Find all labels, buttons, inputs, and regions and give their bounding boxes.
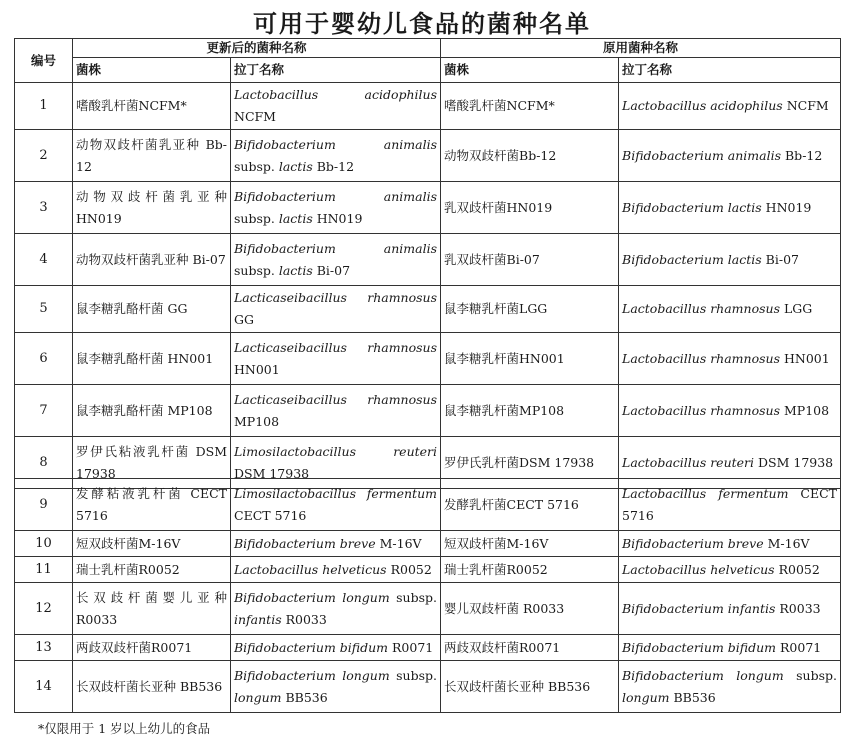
updated-latin-strain-code: Bi-07 (316, 262, 351, 278)
original-latin-strain-code: NCFM (786, 98, 829, 113)
updated-latin-genus-species: Bifidobacterium longum (234, 667, 390, 683)
updated-strain-name: 嗜酸乳杆菌NCFM* (73, 83, 231, 130)
updated-latin-name (231, 83, 441, 130)
original-latin-name (619, 479, 841, 531)
updated-latin-genus-species: Limosilactobacillus fermentum (234, 485, 437, 501)
original-strain-name: 嗜酸乳杆菌NCFM* (441, 83, 619, 130)
row-number: 5 (15, 286, 73, 333)
original-latin-name (619, 83, 841, 130)
original-latin-genus-species: Bifidobacterium infantis (622, 600, 776, 616)
original-strain-name: 鼠李糖乳杆菌MP108 (441, 385, 619, 437)
original-latin-name (619, 583, 841, 635)
original-latin-strain-code: Bi-07 (765, 251, 799, 267)
updated-latin-name (231, 385, 441, 437)
updated-latin-genus-species: Lactobacillus helveticus (234, 561, 387, 577)
original-latin-subspecies: longum (622, 689, 670, 705)
table-row (15, 83, 841, 130)
table-row (15, 182, 841, 234)
updated-strain-name: 动物双歧杆菌乳亚种 HN019 (73, 182, 231, 234)
updated-latin-name (231, 130, 441, 182)
updated-latin-name (231, 557, 441, 583)
original-latin-genus-species: Bifidobacterium lactis (622, 251, 762, 267)
updated-latin-genus-species: Lacticaseibacillus rhamnosus (234, 391, 438, 407)
original-latin-strain-code: R0033 (779, 600, 821, 616)
table-body-1 (15, 83, 841, 489)
original-strain-name: 短双歧杆菌M-16V (441, 531, 619, 557)
original-latin-genus-species: Bifidobacterium breve (622, 535, 764, 551)
header-number: 编号 (15, 39, 73, 83)
original-latin-genus-species: Bifidobacterium bifidum (622, 639, 777, 655)
original-strain-name: 鼠李糖乳杆菌HN001 (441, 333, 619, 385)
updated-latin-strain-code: DSM 17938 (234, 465, 310, 481)
original-latin-genus-species: Lactobacillus rhamnosus (622, 402, 780, 418)
original-strain-name: 鼠李糖乳杆菌LGG (441, 286, 619, 333)
original-latin-name (619, 557, 841, 583)
original-latin-strain-code: R0052 (778, 561, 820, 577)
original-latin-genus-species: Bifidobacterium longum (622, 667, 784, 683)
original-latin-genus-species: Lactobacillus helveticus (622, 561, 775, 577)
updated-latin-name (231, 479, 441, 531)
row-number: 12 (15, 583, 73, 635)
updated-strain-name: 罗伊氏粘液乳杆菌 DSM 17938 (73, 437, 231, 489)
original-latin-name (619, 385, 841, 437)
updated-latin-strain-code: R0052 (390, 561, 432, 577)
row-number: 9 (15, 479, 73, 531)
updated-latin-name (231, 661, 441, 713)
table-row (15, 557, 841, 583)
updated-latin-name (231, 286, 441, 333)
original-latin-strain-code: MP108 (783, 402, 830, 418)
header-updated-name: 更新后的菌种名称 (73, 39, 441, 58)
row-number: 6 (15, 333, 73, 385)
updated-latin-genus-species: Bifidobacterium breve (234, 535, 376, 551)
original-strain-name: 乳双歧杆菌Bi-07 (441, 234, 619, 286)
updated-latin-genus-species: Lactobacillus acidophilus (234, 87, 438, 102)
table-row (15, 479, 841, 531)
updated-latin-genus-species: Lacticaseibacillus rhamnosus (234, 339, 438, 355)
updated-latin-genus-species: Bifidobacterium animalis (234, 136, 438, 152)
table-row (15, 661, 841, 713)
row-number: 13 (15, 635, 73, 661)
updated-latin-name (231, 531, 441, 557)
table-row (15, 385, 841, 437)
row-number: 8 (15, 437, 73, 489)
original-latin-name (619, 635, 841, 661)
footnote: *仅限用于 1 岁以上幼儿的食品 (38, 721, 211, 736)
updated-strain-name: 鼠李糖乳酪杆菌 MP108 (73, 385, 231, 437)
original-latin-subsp: subsp. (796, 667, 837, 683)
table-row (15, 234, 841, 286)
updated-latin-subspecies: lactis (278, 262, 313, 278)
updated-latin-strain-code: R0071 (392, 639, 434, 655)
table-row (15, 286, 841, 333)
original-latin-genus-species: Bifidobacterium lactis (622, 199, 762, 215)
original-latin-genus-species: Lactobacillus reuteri (622, 454, 755, 470)
original-latin-name (619, 661, 841, 713)
original-latin-genus-species: Lactobacillus fermentum (622, 485, 789, 501)
original-latin-strain-code: CECT 5716 (622, 485, 837, 523)
updated-strain-name: 发酵粘液乳杆菌 CECT 5716 (73, 479, 231, 531)
updated-latin-subspecies: lactis (278, 158, 313, 174)
original-latin-strain-code: DSM 17938 (758, 454, 834, 470)
original-latin-strain-code: HN001 (783, 350, 830, 366)
updated-latin-name (231, 635, 441, 661)
strain-table-part-1 (14, 38, 841, 489)
updated-strain-name: 动物双歧杆菌乳亚种 Bb-12 (73, 130, 231, 182)
table-row (15, 583, 841, 635)
updated-latin-strain-code: NCFM (234, 109, 276, 124)
original-strain-name: 婴儿双歧杆菌 R0033 (441, 583, 619, 635)
original-latin-name (619, 234, 841, 286)
table-row (15, 333, 841, 385)
header-original-name: 原用菌种名称 (441, 39, 841, 58)
row-number: 10 (15, 531, 73, 557)
updated-latin-genus-species: Bifidobacterium animalis (234, 188, 438, 204)
original-strain-name: 长双歧杆菌长亚种 BB536 (441, 661, 619, 713)
updated-strain-name: 长双歧杆菌长亚种 BB536 (73, 661, 231, 713)
original-latin-name (619, 286, 841, 333)
original-strain-name: 乳双歧杆菌HN019 (441, 182, 619, 234)
updated-strain-name: 动物双歧杆菌乳亚种 Bi-07 (73, 234, 231, 286)
updated-latin-subsp: subsp. (234, 210, 275, 226)
original-latin-genus-species: Bifidobacterium animalis (622, 147, 782, 163)
updated-latin-strain-code: HN001 (234, 361, 280, 377)
original-latin-name (619, 182, 841, 234)
updated-latin-genus-species: Bifidobacterium animalis (234, 240, 438, 256)
updated-strain-name: 瑞士乳杆菌R0052 (73, 557, 231, 583)
updated-latin-strain-code: Bb-12 (316, 158, 355, 174)
updated-latin-genus-species: Limosilactobacillus reuteri (234, 443, 438, 459)
original-latin-strain-code: R0071 (780, 639, 822, 655)
original-latin-genus-species: Lactobacillus rhamnosus (622, 301, 780, 316)
original-strain-name: 两歧双歧杆菌R0071 (441, 635, 619, 661)
row-number: 2 (15, 130, 73, 182)
original-latin-strain-code: HN019 (765, 199, 812, 215)
updated-strain-name: 长双歧杆菌婴儿亚种 R0033 (73, 583, 231, 635)
original-strain-name: 瑞士乳杆菌R0052 (441, 557, 619, 583)
updated-latin-strain-code: BB536 (285, 689, 328, 705)
table-row (15, 531, 841, 557)
updated-latin-name (231, 234, 441, 286)
row-number: 11 (15, 557, 73, 583)
header-strain-updated: 菌株 (73, 58, 231, 83)
updated-latin-name (231, 182, 441, 234)
updated-latin-strain-code: MP108 (234, 413, 280, 429)
table-body-2 (15, 479, 841, 713)
original-latin-strain-code: Bb-12 (785, 147, 823, 163)
updated-latin-strain-code: HN019 (316, 210, 363, 226)
updated-latin-subspecies: infantis (234, 611, 282, 627)
original-latin-strain-code: LGG (783, 301, 813, 316)
updated-strain-name: 鼠李糖乳酪杆菌 HN001 (73, 333, 231, 385)
row-number: 1 (15, 83, 73, 130)
header-latin-original: 拉丁名称 (619, 58, 841, 83)
table-row (15, 130, 841, 182)
row-number: 3 (15, 182, 73, 234)
updated-latin-subsp: subsp. (234, 262, 275, 278)
updated-latin-subsp: subsp. (396, 667, 437, 683)
original-latin-strain-code: M-16V (767, 535, 810, 551)
updated-strain-name: 鼠李糖乳酪杆菌 GG (73, 286, 231, 333)
updated-latin-subspecies: lactis (278, 210, 313, 226)
updated-latin-subspecies: longum (234, 689, 282, 705)
original-strain-name: 罗伊氏乳杆菌DSM 17938 (441, 437, 619, 489)
updated-latin-name (231, 333, 441, 385)
original-latin-strain-code: BB536 (673, 689, 716, 705)
row-number: 4 (15, 234, 73, 286)
original-strain-name: 动物双歧杆菌Bb-12 (441, 130, 619, 182)
original-latin-name (619, 333, 841, 385)
updated-latin-genus-species: Lacticaseibacillus rhamnosus (234, 290, 438, 305)
original-latin-name (619, 531, 841, 557)
updated-latin-subsp: subsp. (234, 158, 275, 174)
updated-latin-genus-species: Bifidobacterium bifidum (234, 639, 389, 655)
strain-table-part-2 (14, 478, 841, 713)
original-latin-genus-species: Lactobacillus rhamnosus (622, 350, 780, 366)
updated-latin-strain-code: CECT 5716 (234, 507, 307, 523)
row-number: 14 (15, 661, 73, 713)
updated-strain-name: 短双歧杆菌M-16V (73, 531, 231, 557)
document-title: 可用于婴幼儿食品的菌种名单 (253, 10, 591, 38)
header-latin-updated: 拉丁名称 (231, 58, 441, 83)
updated-latin-strain-code: GG (234, 312, 254, 327)
header-strain-original: 菌株 (441, 58, 619, 83)
updated-latin-strain-code: R0033 (285, 611, 327, 627)
updated-latin-name (231, 583, 441, 635)
row-number: 7 (15, 385, 73, 437)
original-latin-genus-species: Lactobacillus acidophilus (622, 98, 783, 113)
table-row (15, 635, 841, 661)
original-latin-name (619, 130, 841, 182)
updated-strain-name: 两歧双歧杆菌R0071 (73, 635, 231, 661)
updated-latin-genus-species: Bifidobacterium longum (234, 589, 390, 605)
updated-latin-subsp: subsp. (396, 589, 437, 605)
original-strain-name: 发酵乳杆菌CECT 5716 (441, 479, 619, 531)
updated-latin-strain-code: M-16V (379, 535, 422, 551)
